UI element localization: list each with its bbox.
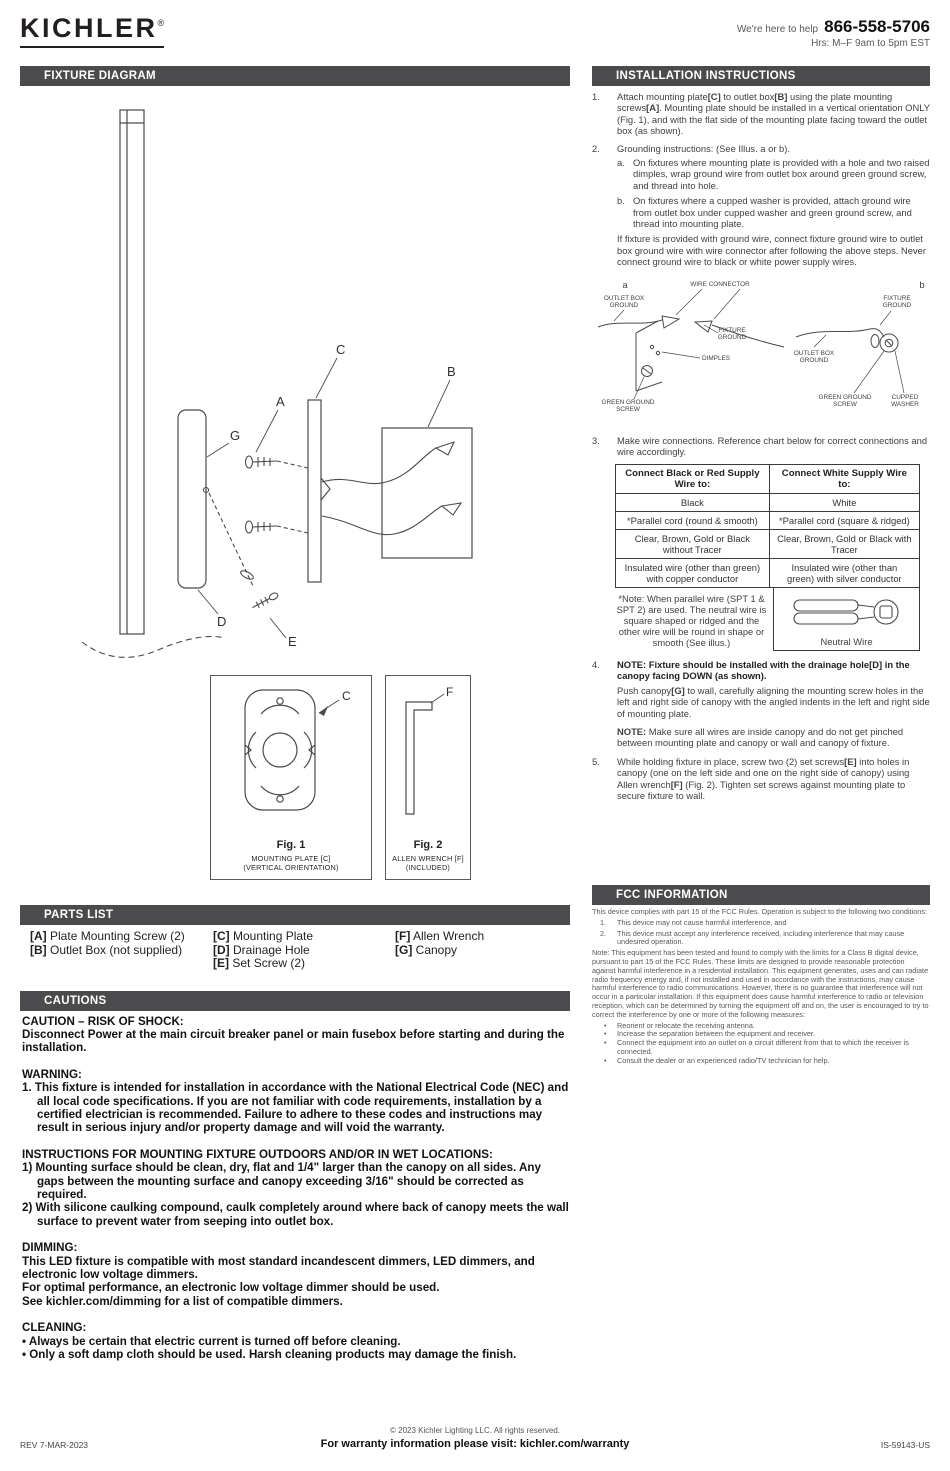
section-header-installation: INSTALLATION INSTRUCTIONS: [592, 66, 930, 86]
help-phone-number: 866-558-5706: [824, 17, 930, 36]
table-header-white: Connect White Supply Wire to:: [769, 464, 919, 493]
label-green-screw-a-1: GREEN GROUND: [601, 398, 655, 406]
table-row: [616, 529, 920, 558]
substep-text: On fixtures where mounting plate is provided with a hole and two raised dimples, wrap ground wire from outlet box around green ground screw, and thread into hole.: [633, 157, 930, 191]
help-hours: Hrs: M–F 9am to 5pm EST: [811, 38, 930, 49]
step-number: 4.: [592, 658, 600, 670]
fcc-bullet-text: Increase the separation between the equipment and receiver.: [617, 1029, 815, 1039]
caution-shock-body: Disconnect Power at the main circuit breaker panel or main fusebox before starting and during the installation.: [22, 1027, 565, 1055]
figure-1-title: Fig. 1: [276, 839, 306, 851]
step-4-body: Push canopy[G] to wall, carefully aligning the mounting screw holes in the left and right side of canopy with the angled indents in the left and right side of mounting plate.: [617, 684, 930, 719]
fcc-bullet-text: Connect the equipment into an outlet on a circuit different from that to which the receiver is connected.: [617, 1038, 909, 1056]
set-screw: [251, 591, 279, 611]
grounding-illustrations: [592, 275, 930, 427]
part-item-f: [395, 930, 570, 944]
figure-1-orientation: (VERTICAL ORIENTATION): [243, 863, 339, 872]
step-1: [592, 91, 930, 137]
step-3: [592, 435, 930, 458]
bullet-marker: •: [604, 1055, 607, 1065]
part-label: Outlet Box (not supplied): [50, 942, 183, 957]
neutral-wire-caption: Neutral Wire: [820, 635, 873, 647]
cleaning-item-1: • Always be certain that electric current is turned off before cleaning.: [22, 1334, 401, 1348]
callout-c: C: [336, 342, 346, 357]
note-label: NOTE:: [617, 725, 647, 737]
part-key: [E]: [213, 956, 229, 970]
warning-title: WARNING:: [22, 1067, 82, 1081]
cautions-text: [20, 1011, 570, 1362]
table-row: [616, 511, 920, 529]
fixture-diagram-region: [20, 86, 570, 905]
fcc-condition-1: [600, 919, 930, 928]
table-cell: Clear, Brown, Gold or Black with Tracer: [769, 529, 919, 558]
part-key: [C]: [213, 929, 230, 943]
label-cupped-washer-1: CUPPED: [891, 393, 919, 401]
allen-wrench-figure: [386, 678, 470, 822]
section-header-fcc: FCC INFORMATION: [592, 885, 930, 905]
bullet-marker: •: [604, 1038, 607, 1048]
step-2a: [617, 157, 930, 191]
label-green-screw-b-2: SCREW: [833, 400, 857, 408]
document-id: IS-59143-US: [880, 1440, 930, 1450]
fcc-note: Note: This equipment has been tested and found to comply with the limits for a Class B digital device, pursuant to part 15 of the FCC Rules. These limits are designed to provide reasonable protection against harmful interference in a residential installation. This equipment generates, uses and can radiate radio frequency energy and, if not installed and used in accordance with the instructions, may cause harmful interference to radio communications. However, there is no guarantee that interference will not occur in a particular installation. If this equipment does cause harmful interference to radio or television reception, which can be determined by turning the equipment off and on, the user is encouraged to try to correct the interference by one or more of the following measures:: [592, 948, 929, 1019]
step-2: [592, 143, 930, 154]
cleaning-title: CLEANING:: [22, 1321, 87, 1335]
step-4-note-heading: NOTE: Fixture should be installed with the drainage hole[D] in the canopy facing DOWN (as shown).: [617, 658, 910, 682]
dimming-body-3: See kichler.com/dimming for a list of compatible dimmers.: [22, 1294, 343, 1308]
dimming-body-2: For optimal performance, an electronic low voltage dimmer should be used.: [22, 1281, 440, 1295]
neutral-wire-box: [773, 587, 920, 651]
kichler-logo: [20, 15, 164, 42]
step-4: [592, 659, 930, 682]
figure-1: [210, 675, 372, 880]
figure-2-subtitle: ALLEN WRENCH [F]: [392, 854, 464, 863]
substep-letter: b.: [617, 195, 625, 207]
table-cell: Clear, Brown, Gold or Black without Tracer: [616, 529, 770, 558]
callout-b: B: [447, 364, 456, 379]
table-cell: Insulated wire (other than green) with copper conductor: [616, 558, 770, 587]
label-dimples: DIMPLES: [701, 354, 731, 362]
figure-2-included: (INCLUDED): [405, 863, 451, 872]
part-item-c: [213, 930, 395, 944]
part-label: Plate Mounting Screw (2): [50, 929, 185, 943]
grounding-note: If fixture is provided with ground wire, connect fixture ground wire to outlet box ground wire with wire connector after following the above steps. Never connect ground wire to black or white power supply wires.: [617, 233, 927, 268]
part-item-b: [30, 944, 213, 958]
mounting-plate-shape: [308, 400, 321, 582]
illus-a-drawing: [598, 316, 784, 391]
warning-body: 1. This fixture is intended for installation in accordance with the National Electrical Code (NEC) and all local code specifications. If you are not familiar with code requirements, installation by a certified electrician is recommended. Failure to adhere to these codes and instructions may result in serious injury and/or property damage and will void the warranty.: [22, 1081, 569, 1135]
installation-steps: [592, 86, 930, 878]
table-cell: *Parallel cord (square & ridged): [769, 511, 919, 529]
fcc-condition-number: 1.: [600, 917, 607, 927]
dimming-body-1: This LED fixture is compatible with most standard incandescent dimmers, LED dimmers, and electronic low voltage dimmers.: [22, 1254, 535, 1281]
label-fixture-ground-a-1: FIXTURE: [718, 326, 746, 334]
fcc-condition-text: This device must accept any interference received, including interference that may cause undesired operation.: [617, 928, 905, 947]
parts-list: [20, 925, 570, 991]
warranty-line: For warranty information please visit: kichler.com/warranty: [320, 1438, 630, 1450]
table-note-row: [615, 588, 920, 651]
neutral-wire-illustration: [788, 592, 906, 634]
outlet-box-wires: [322, 442, 461, 535]
section-header-cautions: CAUTIONS: [20, 991, 570, 1011]
illus-b-drawing: [796, 328, 898, 351]
outdoor-title: INSTRUCTIONS FOR MOUNTING FIXTURE OUTDOORS AND/OR IN WET LOCATIONS:: [22, 1147, 493, 1161]
revision-code: REV 7-MAR-2023: [20, 1440, 89, 1450]
label-cupped-washer-2: WASHER: [891, 400, 919, 408]
bullet-marker: •: [604, 1029, 607, 1039]
figure-2: [385, 675, 471, 880]
fixture-diagram-drawing: [20, 86, 570, 671]
footer: [0, 1426, 950, 1450]
wire-connection-table: [615, 464, 920, 588]
part-key: [F]: [395, 929, 411, 943]
label-outlet-box-ground-b-1: OUTLET BOX: [793, 349, 835, 357]
table-cell: *Parallel cord (round & smooth): [616, 511, 770, 529]
table-header-row: [616, 464, 920, 493]
plate-screw-bottom: [246, 521, 278, 533]
part-key: [G]: [395, 942, 413, 957]
bullet-marker: •: [604, 1020, 607, 1030]
caution-shock-title: CAUTION – RISK OF SHOCK:: [22, 1014, 184, 1028]
label-outlet-box-ground-a-2: GROUND: [609, 301, 639, 309]
label-wire-connector: WIRE CONNECTOR: [690, 280, 750, 288]
step-4-note: [617, 726, 930, 749]
label-outlet-box-ground-b-2: GROUND: [799, 356, 829, 364]
fcc-condition-2: [600, 930, 930, 948]
table-cell: White: [769, 493, 919, 511]
fcc-condition-number: 2.: [600, 928, 607, 938]
label-fixture-ground-a-2: GROUND: [717, 333, 747, 341]
part-key: [B]: [30, 942, 47, 957]
part-item-e: [213, 957, 395, 971]
logo-block: [20, 15, 164, 48]
mounting-plate-figure: [211, 678, 371, 822]
help-block: [737, 17, 930, 49]
callout-d: D: [217, 614, 227, 629]
right-column: [592, 66, 930, 1456]
label-green-screw-b-1: GREEN GROUND: [818, 393, 872, 401]
part-label: Allen Wrench: [413, 929, 485, 943]
callout-a: A: [276, 394, 285, 409]
step-text: Attach mounting plate[C] to outlet box[B] using the plate mounting screws[A]. Mounting plate should be installed in a vertical orientation ONLY (Fig. 1), and with the flat side of the mounting plate facing toward the outlet box (as shown).: [617, 91, 930, 137]
step-text: Grounding instructions: (See Illus. a or b).: [617, 142, 790, 154]
part-item-a: [30, 930, 213, 944]
kichler-wordmark: KICHLER: [20, 13, 158, 43]
step-text: Make wire connections. Reference chart below for correct connections and wire accordingly.: [617, 434, 928, 458]
step-number: 5.: [592, 755, 600, 767]
callout-e: E: [288, 634, 297, 649]
figure-1-subtitle: MOUNTING PLATE [C]: [251, 854, 331, 863]
label-green-screw-a-2: SCREW: [616, 405, 640, 413]
part-item-d: [213, 944, 395, 958]
table-row: [616, 493, 920, 511]
table-row: [616, 558, 920, 587]
dimming-title: DIMMING:: [22, 1241, 78, 1255]
fcc-condition-text: This device may not cause harmful interference, and: [617, 917, 787, 927]
wall-break-line: [82, 637, 225, 658]
fixture-body: [120, 110, 144, 634]
table-header-black: Connect Black or Red Supply Wire to:: [616, 464, 770, 493]
fig2-callout-f: F: [446, 685, 454, 699]
fcc-bullet: [604, 1039, 930, 1057]
logo-underline: [20, 46, 164, 48]
label-fixture-ground-b-2: GROUND: [882, 301, 912, 309]
fcc-bullet: [604, 1057, 930, 1066]
fcc-bullet-text: Reorient or relocate the receiving antenna.: [617, 1020, 755, 1030]
help-text: We're here to help: [736, 24, 819, 35]
fcc-bullet-text: Consult the dealer or an experienced radio/TV technician for help.: [617, 1055, 830, 1065]
part-key: [A]: [30, 929, 47, 943]
copyright-line: © 2023 Kichler Lighting LLC. All rights reserved.: [390, 1426, 560, 1435]
canopy-shape: [178, 410, 206, 588]
cleaning-item-2: • Only a soft damp cloth should be used. Harsh cleaning products may damage the finish.: [22, 1348, 517, 1362]
outlet-box-shape: [382, 428, 472, 558]
registered-mark: ®: [157, 18, 165, 28]
left-column: [20, 66, 570, 1361]
section-header-fixture-diagram: FIXTURE DIAGRAM: [20, 66, 570, 86]
illus-a-tag: a: [622, 279, 628, 291]
callout-leader-lines: [198, 358, 450, 638]
parallel-wire-note: *Note: When parallel wire (SPT 1 & SPT 2) are used. The neutral wire is square shaped or ridged and the other wire will be round in shape or smooth (See illus.): [616, 592, 767, 648]
part-label: Mounting Plate: [233, 929, 314, 943]
part-key: [D]: [213, 942, 230, 957]
part-label: Canopy: [415, 942, 458, 957]
figure-1-caption: [211, 839, 371, 872]
fig1-callout-c: C: [342, 689, 351, 703]
substep-letter: a.: [617, 157, 625, 169]
fcc-text: [592, 905, 930, 1066]
figure-2-title: Fig. 2: [413, 839, 443, 851]
step-number: 2.: [592, 142, 600, 154]
table-cell: Insulated wire (other than green) with silver conductor: [769, 558, 919, 587]
section-header-parts-list: PARTS LIST: [20, 905, 570, 925]
part-label: Drainage Hole: [233, 942, 310, 957]
plate-screw-top: [246, 456, 278, 468]
note-text: Make sure all wires are inside canopy and do not get pinched between mounting plate and canopy or wall and canopy of fixture.: [617, 725, 904, 749]
step-text: While holding fixture in place, screw two (2) set screws[E] into holes in canopy (one on the left side and one on the right side of canopy) using Allen wrench[F] (Fig. 2). Tighten set screws against mounting plate to secure fixture to wall.: [617, 755, 910, 801]
step-number: 3.: [592, 434, 600, 446]
part-item-g: [395, 944, 570, 958]
parts-column-1: [30, 930, 213, 971]
parts-column-2: [213, 930, 395, 971]
part-label: Set Screw (2): [232, 956, 306, 970]
outdoor-item-1: 1) Mounting surface should be clean, dry, flat and 1/4" larger than the canopy on all sides. Any gaps between the mounting surface and canopy exceeding 3/16" should be corrected as required.: [22, 1161, 541, 1201]
figure-2-caption: [386, 839, 470, 872]
step-number: 1.: [592, 91, 600, 102]
label-fixture-ground-b-1: FIXTURE: [883, 294, 911, 302]
substep-text: On fixtures where a cupped washer is provided, attach ground wire from outlet box under cupped washer and green ground screw, and thread into mounting plate.: [633, 195, 912, 230]
parts-column-3: [395, 930, 570, 971]
step-5: [592, 756, 930, 802]
table-cell: Black: [616, 493, 770, 511]
callout-g: G: [230, 428, 241, 443]
fcc-intro: This device complies with part 15 of the FCC Rules. Operation is subject to the following two conditions:: [592, 907, 928, 916]
outdoor-item-2: 2) With silicone caulking compound, caulk completely around where back of canopy meets the wall surface to prevent water from seeping into outlet box.: [22, 1201, 569, 1228]
illus-b-tag: b: [919, 279, 925, 291]
label-outlet-box-ground-a-1: OUTLET BOX: [603, 294, 645, 302]
fcc-section: [592, 885, 930, 1066]
step-2b: [617, 195, 930, 229]
